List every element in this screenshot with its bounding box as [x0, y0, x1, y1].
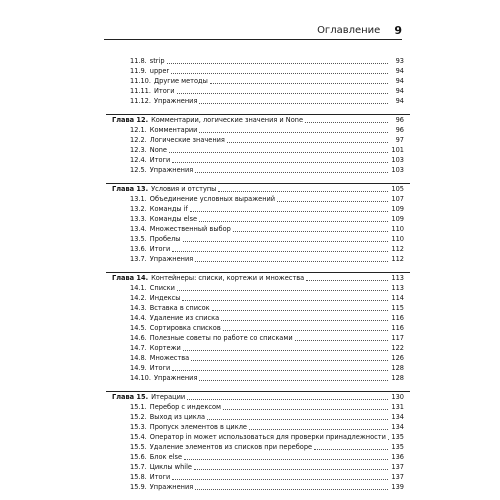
dot-leader	[306, 280, 388, 281]
section-title: None	[149, 146, 167, 154]
section-title: Пропуск элементов в цикле	[149, 423, 247, 431]
section-number: 15.1.	[130, 403, 147, 411]
section-number: 11.11.	[130, 87, 151, 95]
dot-leader	[195, 489, 388, 490]
toc-chapter-block	[112, 391, 404, 492]
page-reference: 94	[395, 77, 404, 85]
section-title: Итоги	[149, 473, 171, 481]
dot-leader	[172, 162, 388, 163]
section-title: Вставка в список	[149, 304, 210, 312]
section-number: 14.1.	[130, 284, 147, 292]
page-reference: 107	[391, 195, 404, 203]
section-title: Команды else	[149, 215, 198, 223]
toc-section-row[interactable]	[112, 76, 404, 86]
header-rule	[104, 39, 402, 40]
section-title: Списки	[149, 284, 175, 292]
toc-section-row[interactable]	[112, 313, 404, 323]
section-number: 12.3.	[130, 146, 147, 154]
toc-section-row[interactable]	[112, 214, 404, 224]
dot-leader	[169, 152, 388, 153]
dot-leader	[210, 83, 388, 84]
page-reference: 130	[391, 393, 404, 401]
toc-chapter-block	[112, 272, 404, 383]
toc-section-row[interactable]	[112, 86, 404, 96]
page-reference: 113	[391, 274, 404, 282]
toc-section-row[interactable]	[112, 155, 404, 165]
page-reference: 131	[391, 403, 404, 411]
page-reference: 134	[391, 413, 404, 421]
toc-chapter-row[interactable]	[112, 115, 404, 125]
section-number: 12.5.	[130, 166, 147, 174]
page-number: 9	[394, 23, 402, 37]
dot-leader	[314, 449, 388, 450]
section-title: Циклы while	[149, 463, 192, 471]
dot-leader	[167, 63, 388, 64]
page-reference: 135	[391, 433, 404, 441]
section-title: Удаление элементов из списков при переборе	[149, 443, 313, 451]
section-number: 11.12.	[130, 97, 151, 105]
toc-section-row[interactable]	[112, 293, 404, 303]
section-title: Пробелы	[149, 235, 181, 243]
toc-section-row[interactable]	[112, 432, 404, 442]
toc-section-row[interactable]	[112, 165, 404, 175]
section-title: Сортировка списков	[149, 324, 221, 332]
section-number: 15.8.	[130, 473, 147, 481]
section-title: Объединение условных выражений	[149, 195, 276, 203]
toc-section-row[interactable]	[112, 56, 404, 66]
page-reference: 112	[391, 255, 404, 263]
page-reference: 109	[391, 205, 404, 213]
dot-leader	[199, 132, 388, 133]
page-reference: 135	[391, 443, 404, 451]
running-header-title: Оглавление	[317, 24, 381, 36]
section-number: 13.2.	[130, 205, 147, 213]
section-number: 14.10.	[130, 374, 151, 382]
page-reference: 136	[391, 453, 404, 461]
dot-leader	[182, 300, 388, 301]
section-number: 13.1.	[130, 195, 147, 203]
page-reference: 139	[391, 483, 404, 491]
page-reference: 96	[395, 126, 404, 134]
section-number: 13.5.	[130, 235, 147, 243]
toc-chapter-row[interactable]	[112, 184, 404, 194]
section-title: Итоги	[149, 245, 171, 253]
section-title: Упражнения	[153, 374, 198, 382]
dot-leader	[177, 290, 388, 291]
page-reference: 114	[391, 294, 404, 302]
section-number: 14.6.	[130, 334, 147, 342]
dot-leader	[190, 211, 388, 212]
page-reference: 116	[391, 314, 404, 322]
toc-chapter-row[interactable]	[112, 392, 404, 402]
chapter-title: Комментарии, логические значения и None	[151, 116, 304, 124]
section-title: Множественный выбор	[149, 225, 231, 233]
chapter-number: Глава 12.	[112, 116, 149, 124]
toc-section-row[interactable]	[112, 442, 404, 452]
chapter-title: Итерации	[151, 393, 186, 401]
chapter-title: Условия и отступы	[151, 185, 217, 193]
section-title: Полезные советы по работе со списками	[149, 334, 293, 342]
dot-leader	[184, 459, 388, 460]
page-reference: 109	[391, 215, 404, 223]
dot-leader	[223, 409, 388, 410]
dot-leader	[223, 330, 388, 331]
dot-leader	[305, 122, 388, 123]
toc-section-row[interactable]	[112, 96, 404, 106]
toc-section-row[interactable]	[112, 244, 404, 254]
section-title: Оператор in может использоваться для проверки принадлежности	[149, 433, 386, 441]
dot-leader	[171, 73, 388, 74]
dot-leader	[183, 350, 388, 351]
section-number: 14.7.	[130, 344, 147, 352]
section-number: 11.10.	[130, 77, 151, 85]
dot-leader	[221, 320, 388, 321]
section-title: Итоги	[153, 87, 175, 95]
section-number: 12.4.	[130, 156, 147, 164]
dot-leader	[172, 479, 388, 480]
page-reference: 110	[391, 225, 404, 233]
toc-section-row[interactable]	[112, 343, 404, 353]
dot-leader	[195, 172, 388, 173]
dot-leader	[218, 191, 388, 192]
page-reference: 94	[395, 97, 404, 105]
dot-leader	[249, 429, 388, 430]
section-title: Упражнения	[149, 255, 194, 263]
page-reference: 128	[391, 374, 404, 382]
toc-section-row[interactable]	[112, 254, 404, 264]
section-title: Выход из цикла	[149, 413, 206, 421]
page-reference: 105	[391, 185, 404, 193]
dot-leader	[295, 340, 388, 341]
page-reference: 96	[395, 116, 404, 124]
section-number: 14.2.	[130, 294, 147, 302]
toc-section-row[interactable]	[112, 283, 404, 293]
section-title: Блок else	[149, 453, 183, 461]
dot-leader	[195, 261, 388, 262]
dot-leader	[233, 231, 388, 232]
section-title: strip	[149, 57, 165, 65]
toc-section-row[interactable]	[112, 462, 404, 472]
section-title: Другие методы	[153, 77, 208, 85]
dot-leader	[199, 221, 388, 222]
page-reference: 94	[395, 67, 404, 75]
page-reference: 97	[395, 136, 404, 144]
section-number: 14.8.	[130, 354, 147, 362]
toc-section-row[interactable]	[112, 303, 404, 313]
section-number: 13.4.	[130, 225, 147, 233]
section-title: Логические значения	[149, 136, 225, 144]
chapter-number: Глава 14.	[112, 274, 149, 282]
section-title: Кортежи	[149, 344, 181, 352]
section-title: Упражнения	[149, 483, 194, 491]
section-title: Итоги	[149, 364, 171, 372]
toc-section-row[interactable]	[112, 125, 404, 135]
section-number: 15.4.	[130, 433, 147, 441]
section-number: 15.6.	[130, 453, 147, 461]
toc-section-row[interactable]	[112, 135, 404, 145]
section-number: 14.5.	[130, 324, 147, 332]
dot-leader	[172, 370, 388, 371]
dot-leader	[227, 142, 388, 143]
toc-continued-sections	[112, 56, 404, 106]
dot-leader	[191, 360, 388, 361]
running-header	[300, 22, 402, 38]
toc-section-row[interactable]	[112, 412, 404, 422]
section-number: 11.9.	[130, 67, 147, 75]
toc-chapter-block	[112, 183, 404, 264]
section-title: Команды if	[149, 205, 188, 213]
toc-section-row[interactable]	[112, 482, 404, 492]
page-reference: 112	[391, 245, 404, 253]
toc-chapter-row[interactable]	[112, 273, 404, 283]
toc-section-row[interactable]	[112, 234, 404, 244]
dot-leader	[277, 201, 388, 202]
page-reference: 101	[391, 146, 404, 154]
toc-section-row[interactable]	[112, 323, 404, 333]
toc-section-row[interactable]	[112, 66, 404, 76]
toc-section-row[interactable]	[112, 353, 404, 363]
section-number: 14.9.	[130, 364, 147, 372]
page-reference: 137	[391, 463, 404, 471]
page-reference: 103	[391, 156, 404, 164]
page-reference: 113	[391, 284, 404, 292]
dot-leader	[199, 380, 388, 381]
section-number: 14.4.	[130, 314, 147, 322]
dot-leader	[172, 251, 388, 252]
page-reference: 137	[391, 473, 404, 481]
section-number: 12.1.	[130, 126, 147, 134]
toc-section-row[interactable]	[112, 472, 404, 482]
page-reference: 115	[391, 304, 404, 312]
toc-section-row[interactable]	[112, 145, 404, 155]
page-reference: 94	[395, 87, 404, 95]
toc-section-row[interactable]	[112, 224, 404, 234]
page-reference: 122	[391, 344, 404, 352]
page-reference: 117	[391, 334, 404, 342]
section-title: Итоги	[149, 156, 171, 164]
toc-section-row[interactable]	[112, 452, 404, 462]
section-title: Индексы	[149, 294, 181, 302]
section-title: Множества	[149, 354, 190, 362]
section-title: Упражнения	[149, 166, 194, 174]
section-number: 13.7.	[130, 255, 147, 263]
dot-leader	[212, 310, 388, 311]
section-number: 15.2.	[130, 413, 147, 421]
section-number: 15.5.	[130, 443, 147, 451]
page-reference: 103	[391, 166, 404, 174]
page-reference: 110	[391, 235, 404, 243]
page-reference: 116	[391, 324, 404, 332]
toc-chapter-block	[112, 114, 404, 175]
dot-leader	[177, 93, 388, 94]
section-number: 14.3.	[130, 304, 147, 312]
chapter-title: Контейнеры: списки, кортежи и множества	[151, 274, 305, 282]
page-reference: 126	[391, 354, 404, 362]
section-number: 13.6.	[130, 245, 147, 253]
section-number: 15.9.	[130, 483, 147, 491]
toc-section-row[interactable]	[112, 422, 404, 432]
section-number: 12.2.	[130, 136, 147, 144]
section-title: upper	[149, 67, 170, 75]
table-of-contents	[112, 56, 404, 492]
page-reference: 128	[391, 364, 404, 372]
section-number: 15.3.	[130, 423, 147, 431]
dot-leader	[187, 399, 388, 400]
toc-section-row[interactable]	[112, 194, 404, 204]
toc-section-row[interactable]	[112, 204, 404, 214]
dot-leader	[199, 103, 388, 104]
section-number: 13.3.	[130, 215, 147, 223]
section-title: Упражнения	[153, 97, 198, 105]
section-title: Комментарии	[149, 126, 198, 134]
page-reference: 93	[395, 57, 404, 65]
section-title: Перебор с индексом	[149, 403, 221, 411]
section-number: 11.8.	[130, 57, 147, 65]
toc-section-row[interactable]	[112, 402, 404, 412]
toc-section-row[interactable]	[112, 333, 404, 343]
dot-leader	[183, 241, 388, 242]
toc-section-row[interactable]	[112, 363, 404, 373]
toc-section-row[interactable]	[112, 373, 404, 383]
dot-leader	[207, 419, 388, 420]
dot-leader	[194, 469, 388, 470]
chapter-number: Глава 13.	[112, 185, 149, 193]
section-title: Удаление из списка	[149, 314, 220, 322]
section-number: 15.7.	[130, 463, 147, 471]
chapter-number: Глава 15.	[112, 393, 149, 401]
page-reference: 134	[391, 423, 404, 431]
